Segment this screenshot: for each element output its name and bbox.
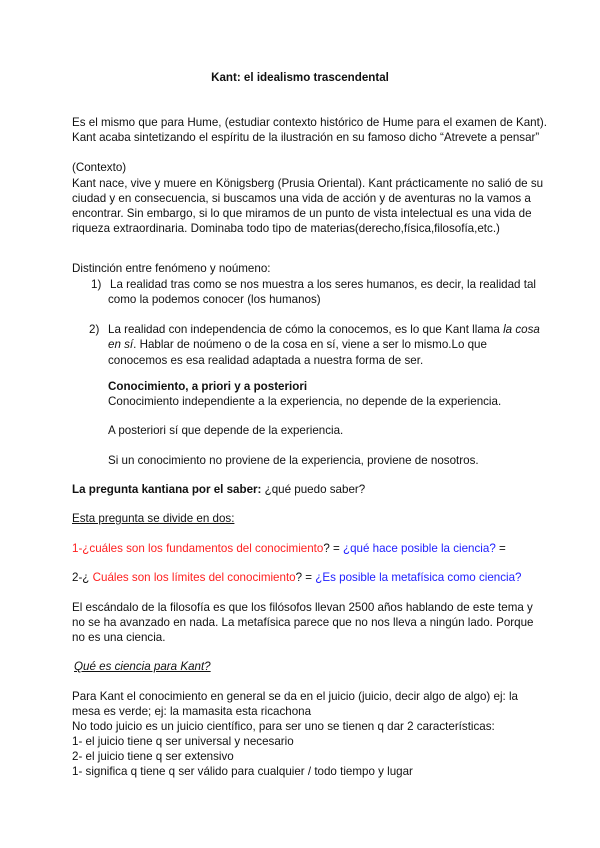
- paragraph-line: 1- significa q tiene q ser válido para cualquier / todo tiempo y lugar: [72, 765, 413, 778]
- pregunta-line: La pregunta kantiana por el saber: ¿qué puedo saber?: [72, 483, 366, 496]
- paragraph-line: A posteriori sí que depende de la experiencia.: [108, 424, 344, 437]
- context-line: ciudad y en consecuencia, si buscamos una vida de acción y de aventuras no la vamos a: [72, 192, 531, 205]
- context-line: riqueza extraordinaria. Dominaba todo tipo de materias(derecho,física,filosofía,etc.): [72, 222, 500, 235]
- distincion-heading: Distinción entre fenómeno y noúmeno:: [72, 262, 271, 275]
- list-number: 2): [89, 323, 100, 336]
- paragraph-line: mesa es verde; ej: la mamasita esta ricachona: [72, 705, 312, 718]
- list-item-line: La realidad con independencia de cómo la conocemos, es lo que Kant llama la cosa: [108, 323, 540, 336]
- question-1: 1-¿cuáles son los fundamentos del conocimiento? = ¿qué hace posible la ciencia? =: [72, 542, 506, 555]
- paragraph-line: No todo juicio es un juicio científico, para ser uno se tienen q dar 2 características:: [72, 720, 495, 733]
- paragraph-line: 2- el juicio tiene q ser extensivo: [72, 750, 234, 763]
- list-number: 1): [91, 278, 102, 291]
- section-heading: Conocimiento, a priori y a posteriori: [108, 380, 308, 393]
- paragraph-line: Conocimiento independiente a la experiencia, no depende de la experiencia.: [108, 395, 502, 408]
- list-item-line: como la podemos conocer (los humanos): [108, 293, 321, 306]
- page-title: Kant: el idealismo trascendental: [211, 71, 389, 84]
- list-item-line: conocemos es esa realidad adaptada a nuestra forma de ser.: [108, 354, 424, 367]
- question-2: 2-¿ Cuáles son los límites del conocimiento? = ¿Es posible la metafísica como ciencia?: [72, 571, 522, 584]
- paragraph-line: no se ha avanzado en nada. La metafísica parece que no nos lleva a ningún lado. Porque: [72, 616, 534, 629]
- intro-line: Es el mismo que para Hume, (estudiar contexto histórico de Hume para el examen de Kant).: [72, 116, 547, 129]
- list-item-line: La realidad tras como se nos muestra a los seres humanos, es decir, la realidad tal: [110, 278, 536, 291]
- ciencia-heading: Qué es ciencia para Kant?: [74, 660, 211, 673]
- divide-heading: Esta pregunta se divide en dos:: [72, 512, 235, 525]
- context-line: Kant nace, vive y muere en Königsberg (Prusia Oriental). Kant prácticamente no salió de su: [72, 177, 544, 190]
- context-label: (Contexto): [72, 161, 127, 174]
- paragraph-line: no es una ciencia.: [72, 631, 166, 644]
- context-line: encontrar. Sin embargo, si lo que miramos de un punto de vista intelectual es una vida de: [72, 207, 532, 220]
- paragraph-line: 1- el juicio tiene q ser universal y necesario: [72, 735, 294, 748]
- paragraph-line: Si un conocimiento no proviene de la experiencia, proviene de nosotros.: [108, 454, 479, 467]
- intro-line: Kant acaba sintetizando el espíritu de la ilustración en su famoso dicho “Atrevete a pensar”: [72, 131, 540, 144]
- paragraph-line: El escándalo de la filosofía es que los filósofos llevan 2500 años hablando de este tema y: [72, 601, 533, 614]
- paragraph-line: Para Kant el conocimiento en general se da en el juicio (juicio, decir algo de algo) ej: la: [72, 690, 518, 703]
- list-item-line: en sí. Hablar de noúmeno o de la cosa en sí, viene a ser lo mismo.Lo que: [108, 338, 487, 351]
